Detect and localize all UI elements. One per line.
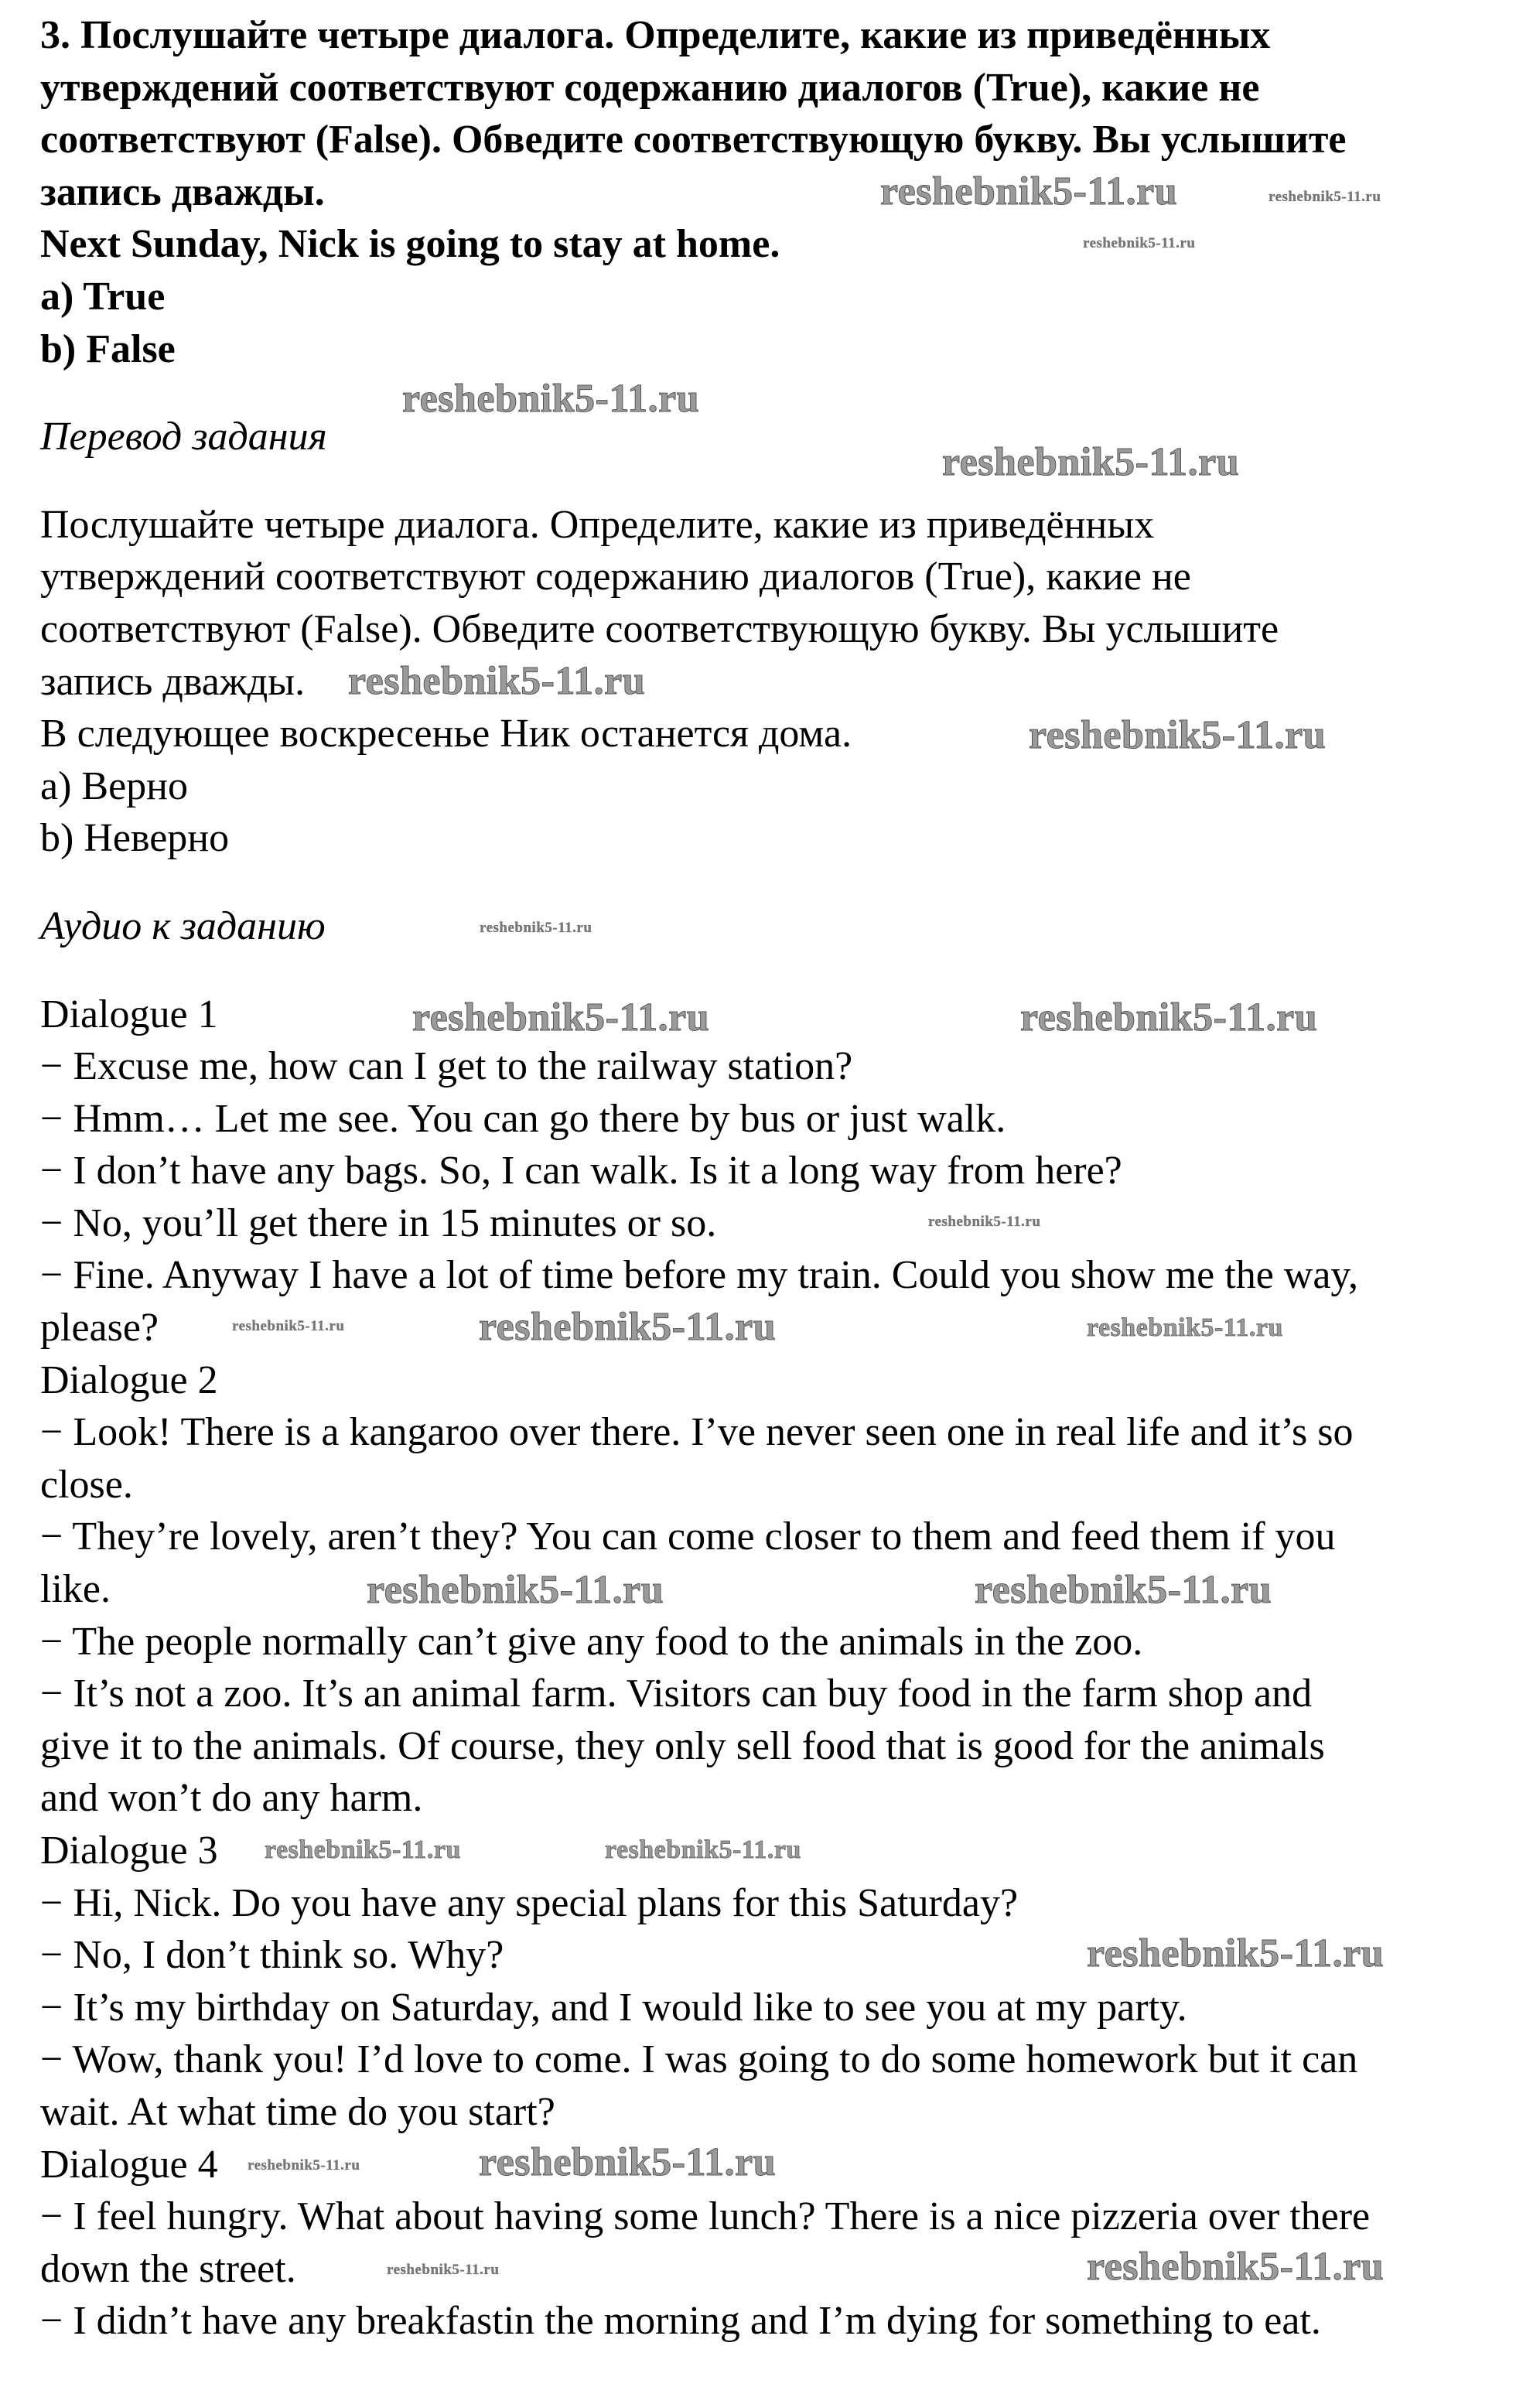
watermark: reshebnik5-11.ru xyxy=(928,1214,1041,1230)
dialogue-line: and won’t do any harm. xyxy=(40,1776,423,1821)
dialogue-line: − Fine. Anyway I have a lot of time before my train. Could you show me the way, xyxy=(40,1253,1359,1298)
dialogue-title: Dialogue 1 xyxy=(40,992,218,1036)
translation-line: соответствуют (False). Обведите соответствующую букву. Вы услышите xyxy=(40,606,1279,651)
dialogue-line: wait. At what time do you start? xyxy=(40,2089,555,2134)
dialogue-line: − It’s my birthday on Saturday, and I would like to see you at my party. xyxy=(40,1985,1187,2030)
task-instruction-line: 3. Послушайте четыре диалога. Определите, какие из приведённых xyxy=(40,13,1271,57)
dialogue-line: like. xyxy=(40,1567,111,1612)
watermark: reshebnik5-11.ru xyxy=(1029,713,1327,757)
task-instruction-line: запись дважды. xyxy=(40,169,325,214)
watermark: reshebnik5-11.ru xyxy=(1087,1313,1283,1342)
translation-line: Послушайте четыре диалога. Определите, какие из приведённых xyxy=(40,502,1155,547)
dialogue-line: down the street. xyxy=(40,2246,296,2291)
task-instruction-line: утверждений соответствуют содержанию диалогов (True), какие не xyxy=(40,65,1260,110)
dialogue-line: − I don’t have any bags. So, I can walk. Is it a long way from here? xyxy=(40,1149,1122,1193)
dialogue-line: − I feel hungry. What about having some lunch? There is a nice pizzeria over there xyxy=(40,2194,1371,2239)
translation-heading: Перевод задания xyxy=(40,415,327,459)
watermark: reshebnik5-11.ru xyxy=(265,1835,461,1864)
watermark: reshebnik5-11.ru xyxy=(348,659,646,703)
document xyxy=(40,9,1540,2348)
dialogue-line: − No, you’ll get there in 15 minutes or so. xyxy=(40,1200,717,1245)
translation-line: утверждений соответствуют содержанию диалогов (True), какие не xyxy=(40,555,1191,599)
translation-line: запись дважды. xyxy=(40,659,306,704)
dialogue-line: − Hi, Nick. Do you have any special plans for this Saturday? xyxy=(40,1880,1019,1925)
dialogue-line: − They’re lovely, aren’t they? You can come closer to them and feed them if you xyxy=(40,1514,1336,1559)
watermark: reshebnik5-11.ru xyxy=(942,440,1240,484)
dialogue-line: − Wow, thank you! I’d love to come. I was going to do some homework but it can xyxy=(40,2037,1358,2082)
watermark: reshebnik5-11.ru xyxy=(1087,1931,1385,1975)
dialogue-line: please? xyxy=(40,1306,159,1351)
watermark: reshebnik5-11.ru xyxy=(1269,189,1381,205)
watermark: reshebnik5-11.ru xyxy=(479,2140,777,2184)
watermark: reshebnik5-11.ru xyxy=(975,1568,1272,1612)
task-instruction-line: соответствуют (False). Обведите соответствующую букву. Вы услышите xyxy=(40,118,1347,162)
watermark: reshebnik5-11.ru xyxy=(232,1318,345,1334)
dialogue-line: − Hmm… Let me see. You can go there by bus or just walk. xyxy=(40,1096,1006,1141)
dialogue-line: − I didn’t have any breakfastin the morning and I’m dying for something to eat. xyxy=(40,2299,1321,2344)
audio-section xyxy=(40,900,1540,2348)
dialogue-line: − Look! There is a kangaroo over there. I’ve never seen one in real life and it’s so xyxy=(40,1410,1354,1455)
watermark: reshebnik5-11.ru xyxy=(880,169,1178,213)
audio-heading: Аудио к заданию xyxy=(40,903,326,948)
watermark: reshebnik5-11.ru xyxy=(479,1305,777,1349)
option-a: a) True xyxy=(40,274,166,319)
dialogue-title: Dialogue 4 xyxy=(40,2142,218,2187)
translation-option-a: a) Верно xyxy=(40,763,188,808)
watermark: reshebnik5-11.ru xyxy=(1087,2245,1385,2289)
translation-option-b: b) Неверно xyxy=(40,816,230,861)
dialogue-title: Dialogue 3 xyxy=(40,1829,218,1873)
dialogue-line: − It’s not a zoo. It’s an animal farm. Visitors can buy food in the farm shop and xyxy=(40,1672,1313,1716)
dialogue-line: close. xyxy=(40,1462,133,1507)
translation-statement: В следующее воскресенье Ник останется дома. xyxy=(40,712,852,756)
option-b: b) False xyxy=(40,326,176,371)
watermark: reshebnik5-11.ru xyxy=(367,1568,664,1612)
watermark: reshebnik5-11.ru xyxy=(412,995,710,1040)
watermark: reshebnik5-11.ru xyxy=(480,920,592,936)
watermark: reshebnik5-11.ru xyxy=(402,377,700,421)
dialogue-line: − The people normally can’t give any food to the animals in the zoo. xyxy=(40,1619,1143,1664)
watermark: reshebnik5-11.ru xyxy=(387,2262,500,2278)
dialogue-title: Dialogue 2 xyxy=(40,1357,218,1402)
watermark: reshebnik5-11.ru xyxy=(1083,235,1196,251)
dialogue-line: give it to the animals. Of course, they only sell food that is good for the animals xyxy=(40,1723,1325,1768)
watermark: reshebnik5-11.ru xyxy=(605,1835,801,1864)
task-statement: Next Sunday, Nick is going to stay at home. xyxy=(40,222,780,267)
dialogue-line: − Excuse me, how can I get to the railway station? xyxy=(40,1044,853,1089)
dialogue-line: − No, I don’t think so. Why? xyxy=(40,1933,504,1978)
translation-section xyxy=(40,411,1540,865)
watermark: reshebnik5-11.ru xyxy=(248,2157,360,2174)
watermark: reshebnik5-11.ru xyxy=(1020,995,1318,1040)
